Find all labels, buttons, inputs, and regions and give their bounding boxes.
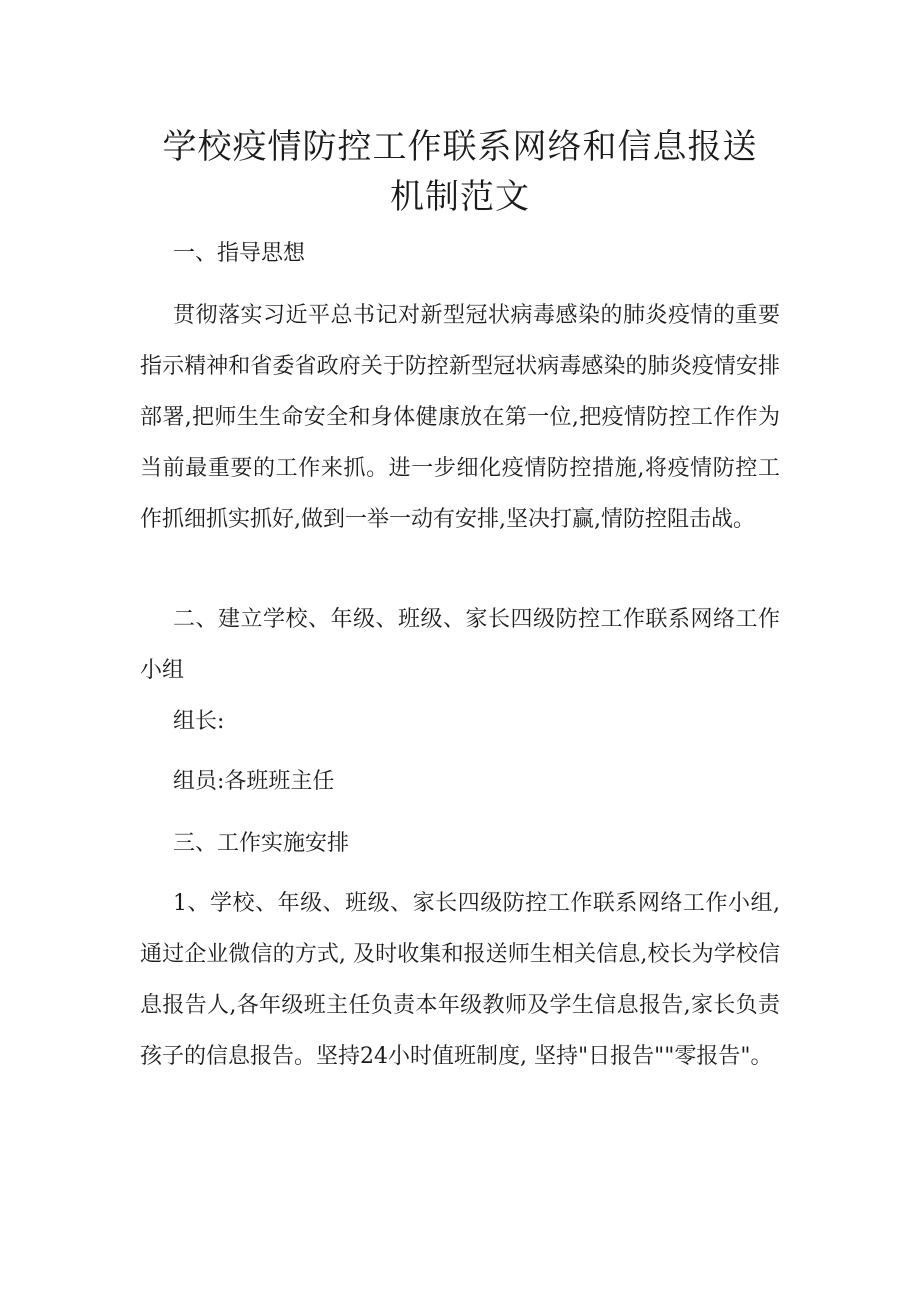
document-title-line-1: 学校疫情防控工作联系网络和信息报送 <box>162 127 758 167</box>
section-heading-guiding-ideology: 一、指导思想 <box>173 241 306 266</box>
paragraph-guiding-ideology: 贯彻落实习近平总书记对新型冠状病毒感染的肺炎疫情的重要指示精神和省委省政府关于防控新型冠状病毒感染的肺炎疫情安排部署,把师生生命安全和身体健康放在第一位,把疫情防控工作作为当前最重要的工作来抓。进一步细化疫情防控措施,将疫情防控工作抓细抓实抓好,做到一举一动有安排,坚决打赢,情防控阻击战。 <box>140 303 780 532</box>
document-title-line-2: 机制范文 <box>390 177 530 217</box>
paragraph-implementation-1: 1、学校、年级、班级、家长四级防控工作联系网络工作小组,通过企业微信的方式, 及时收集和报送师生相关信息,校长为学校信息报告人,各年级班主任负责本年级教师及学生信息报告,家长负责孩子的信息报告。坚持24小时值班制度, 坚持"日报告""零报告"。 <box>140 891 780 1069</box>
group-members-line: 组员:各班班主任 <box>173 769 335 794</box>
section-heading-implementation: 三、工作实施安排 <box>173 831 350 856</box>
group-leader-line: 组长: <box>173 709 225 734</box>
section-heading-network-group: 二、建立学校、年级、班级、家长四级防控工作联系网络工作小组 <box>140 607 780 683</box>
